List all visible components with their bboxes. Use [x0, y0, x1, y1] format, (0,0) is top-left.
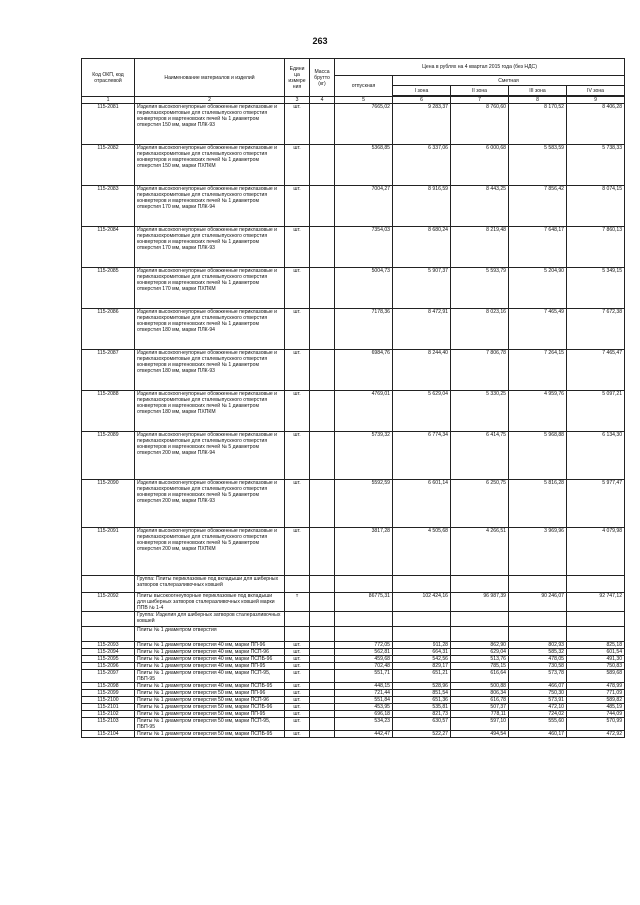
- cell-zone-3-price: 573,91: [509, 697, 567, 704]
- header-name: Наименование материалов и изделий: [135, 59, 285, 97]
- col-number: 5: [335, 97, 393, 104]
- cell-name: Изделия высокоогнеупорные обожженные периклазовые и периклазохромитовые для сталевыпускного отверстия конвертеров и мартеновских печей № 5 диаметром отверстия 200 мм, марки ПХПКМ: [135, 528, 285, 576]
- cell-name: Плиты № 1 диаметром отверстия 40 мм, марки ПСПБ-96: [135, 656, 285, 663]
- cell-zone-1-price: 6 601,14: [393, 480, 451, 528]
- cell-zone-4-price: 5 977,47: [567, 480, 625, 528]
- table-row: [82, 268, 625, 309]
- cell-zone-1-price: 9 283,37: [393, 104, 451, 145]
- table-row: [82, 104, 625, 145]
- cell-release-price: 459,68: [335, 656, 393, 663]
- table-row: [82, 697, 625, 704]
- empty-cell: [310, 612, 335, 627]
- cell-zone-4-price: 825,18: [567, 642, 625, 649]
- cell-unit: шт.: [285, 268, 310, 309]
- cell-zone-4-price: 8 406,28: [567, 104, 625, 145]
- col-number: 1: [82, 97, 135, 104]
- col-number: 2: [135, 97, 285, 104]
- cell-zone-2-price: 806,34: [451, 690, 509, 697]
- cell-name: Плиты № 1 диаметром отверстия 40 мм, марки ПСПБ-95: [135, 683, 285, 690]
- cell-zone-4-price: 744,09: [567, 711, 625, 718]
- cell-release-price: 7004,27: [335, 186, 393, 227]
- header-price-title: Цена в рублях на 4 квартал 2015 года (без НДС): [335, 59, 625, 76]
- cell-zone-2-price: 8 219,48: [451, 227, 509, 268]
- table-row: [82, 642, 625, 649]
- cell-zone-4-price: 7 465,47: [567, 350, 625, 391]
- cell-zone-4-price: 7 672,38: [567, 309, 625, 350]
- cell-mass: [310, 663, 335, 670]
- cell-unit: шт.: [285, 683, 310, 690]
- col-number: 3: [285, 97, 310, 104]
- cell-zone-2-price: 500,88: [451, 683, 509, 690]
- header-code: Код ОКП, код отраслевой: [82, 59, 135, 97]
- cell-zone-3-price: 724,02: [509, 711, 567, 718]
- cell-zone-3-price: 5 204,90: [509, 268, 567, 309]
- cell-release-price: 86775,31: [335, 593, 393, 612]
- cell-code: 115-2083: [82, 186, 135, 227]
- table-row: [82, 711, 625, 718]
- cell-code: 115-2101: [82, 704, 135, 711]
- cell-mass: [310, 704, 335, 711]
- cell-code: 115-2091: [82, 528, 135, 576]
- cell-unit: шт.: [285, 697, 310, 704]
- cell-release-price: 772,05: [335, 642, 393, 649]
- cell-unit: шт.: [285, 649, 310, 656]
- cell-name: Изделия высокоогнеупорные обожженные периклазовые и периклазохромитовые для сталевыпускного отверстия конвертеров и мартеновских печей № 5 диаметром отверстия 200 мм, марки ПЛК-93: [135, 480, 285, 528]
- cell-zone-4-price: 750,83: [567, 663, 625, 670]
- cell-name: Плиты № 1 диаметром отверстия 50 мм, марки ПСП-96: [135, 697, 285, 704]
- cell-name: Плиты № 1 диаметром отверстия 40 мм, марки ПП-95: [135, 663, 285, 670]
- cell-mass: [310, 718, 335, 731]
- table-row: [82, 309, 625, 350]
- empty-cell: [335, 612, 393, 627]
- cell-code: 115-2087: [82, 350, 135, 391]
- empty-cell: [509, 627, 567, 642]
- cell-zone-3-price: 472,10: [509, 704, 567, 711]
- cell-code: 115-2099: [82, 690, 135, 697]
- empty-cell: [285, 576, 310, 593]
- cell-zone-3-price: 7 856,42: [509, 186, 567, 227]
- cell-mass: [310, 391, 335, 432]
- empty-cell: [451, 576, 509, 593]
- cell-zone-4-price: 5 349,15: [567, 268, 625, 309]
- cell-release-price: 5739,32: [335, 432, 393, 480]
- cell-zone-2-price: 5 593,79: [451, 268, 509, 309]
- cell-zone-3-price: 585,32: [509, 649, 567, 656]
- cell-mass: [310, 711, 335, 718]
- cell-name: Изделия высокоогнеупорные обожженные периклазовые и периклазохромитовые для сталевыпускного отверстия конвертеров и мартеновских печей № 1 диаметром отверстия 150 мм, марки ПХПКМ: [135, 145, 285, 186]
- cell-release-price: 448,15: [335, 683, 393, 690]
- cell-code: 115-2102: [82, 711, 135, 718]
- cell-zone-1-price: 851,54: [393, 690, 451, 697]
- empty-cell: [567, 627, 625, 642]
- cell-code: 115-2081: [82, 104, 135, 145]
- header-estimated: Сметная: [393, 76, 625, 86]
- cell-release-price: 551,71: [335, 670, 393, 683]
- subgroup-row: [82, 627, 625, 642]
- cell-zone-3-price: 3 969,96: [509, 528, 567, 576]
- subgroup-row: [82, 612, 625, 627]
- cell-zone-4-price: 4 079,98: [567, 528, 625, 576]
- cell-zone-3-price: 4 959,76: [509, 391, 567, 432]
- cell-zone-1-price: 5 907,37: [393, 268, 451, 309]
- cell-unit: шт.: [285, 670, 310, 683]
- cell-zone-3-price: 802,93: [509, 642, 567, 649]
- cell-zone-2-price: 6 414,75: [451, 432, 509, 480]
- cell-zone-4-price: 478,99: [567, 683, 625, 690]
- cell-zone-3-price: 750,30: [509, 690, 567, 697]
- cell-mass: [310, 593, 335, 612]
- table-row: [82, 227, 625, 268]
- cell-zone-4-price: 92 747,12: [567, 593, 625, 612]
- cell-code: 115-2098: [82, 683, 135, 690]
- cell-zone-1-price: 4 505,68: [393, 528, 451, 576]
- cell-release-price: 702,48: [335, 663, 393, 670]
- col-number: 4: [310, 97, 335, 104]
- cell-mass: [310, 649, 335, 656]
- table-row: [82, 731, 625, 738]
- table-row: [82, 391, 625, 432]
- cell-name: Изделия высокоогнеупорные обожженные периклазовые и периклазохромитовые для сталевыпускного отверстия конвертеров и мартеновских печей № 1 диаметром отверстия 170 мм, марки ПЛК-93: [135, 227, 285, 268]
- header-zone-4: IV зона: [567, 86, 625, 96]
- col-number: 9: [567, 97, 625, 104]
- cell-zone-3-price: 7 264,15: [509, 350, 567, 391]
- group-title: Группа: Плиты периклазовые под вкладыши для шиберных затворов сталеразливочных ковшей: [135, 576, 285, 593]
- cell-name: Изделия высокоогнеупорные обожженные периклазовые и периклазохромитовые для сталевыпускного отверстия конвертеров и мартеновских печей № 1 диаметром отверстия 180 мм, марки ПЛК-93: [135, 350, 285, 391]
- header-zone-3: III зона: [509, 86, 567, 96]
- cell-code: [82, 576, 135, 593]
- cell-code: 115-2085: [82, 268, 135, 309]
- cell-release-price: 6984,76: [335, 350, 393, 391]
- cell-code: 115-2097: [82, 670, 135, 683]
- cell-mass: [310, 690, 335, 697]
- cell-zone-2-price: 778,11: [451, 711, 509, 718]
- cell-mass: [310, 528, 335, 576]
- cell-zone-2-price: 4 266,51: [451, 528, 509, 576]
- col-number: 7: [451, 97, 509, 104]
- cell-zone-2-price: 8 443,25: [451, 186, 509, 227]
- cell-release-price: 721,44: [335, 690, 393, 697]
- cell-zone-1-price: 651,36: [393, 697, 451, 704]
- cell-mass: [310, 432, 335, 480]
- table-row: [82, 528, 625, 576]
- empty-cell: [310, 576, 335, 593]
- empty-cell: [393, 576, 451, 593]
- empty-cell: [509, 576, 567, 593]
- header-zone-2: II зона: [451, 86, 509, 96]
- cell-zone-3-price: 5 968,88: [509, 432, 567, 480]
- cell-zone-4-price: 491,30: [567, 656, 625, 663]
- cell-release-price: 453,95: [335, 704, 393, 711]
- cell-zone-3-price: 460,17: [509, 731, 567, 738]
- cell-zone-3-price: 5 583,59: [509, 145, 567, 186]
- cell-mass: [310, 186, 335, 227]
- cell-zone-2-price: 616,78: [451, 697, 509, 704]
- cell-unit: шт.: [285, 656, 310, 663]
- cell-zone-3-price: 8 170,52: [509, 104, 567, 145]
- cell-mass: [310, 683, 335, 690]
- cell-zone-2-price: 8 023,16: [451, 309, 509, 350]
- price-table: [81, 58, 625, 738]
- table-row: [82, 350, 625, 391]
- cell-release-price: 562,81: [335, 649, 393, 656]
- cell-name: Изделия высокоогнеупорные обожженные периклазовые и периклазохромитовые для сталевыпускного отверстия конвертеров и мартеновских печей № 1 диаметром отверстия 170 мм, марки ПЛК-94: [135, 186, 285, 227]
- cell-release-price: 3817,28: [335, 528, 393, 576]
- cell-unit: шт.: [285, 731, 310, 738]
- table-row: [82, 670, 625, 683]
- cell-release-price: 7665,02: [335, 104, 393, 145]
- cell-name: Плиты № 1 диаметром отверстия 50 мм, марки ПСП-95, ПБП-95: [135, 718, 285, 731]
- header-zone-1: I зона: [393, 86, 451, 96]
- cell-zone-1-price: 542,56: [393, 656, 451, 663]
- group-row: [82, 576, 625, 593]
- cell-zone-4-price: 5 097,21: [567, 391, 625, 432]
- cell-zone-4-price: 771,09: [567, 690, 625, 697]
- col-number: 6: [393, 97, 451, 104]
- cell-unit: шт.: [285, 350, 310, 391]
- cell-zone-1-price: 821,73: [393, 711, 451, 718]
- cell-unit: шт.: [285, 718, 310, 731]
- cell-zone-3-price: 730,58: [509, 663, 567, 670]
- cell-mass: [310, 145, 335, 186]
- empty-cell: [310, 627, 335, 642]
- cell-mass: [310, 350, 335, 391]
- cell-unit: шт.: [285, 309, 310, 350]
- cell-zone-3-price: 7 465,49: [509, 309, 567, 350]
- table-row: [82, 663, 625, 670]
- cell-zone-4-price: 570,99: [567, 718, 625, 731]
- cell-zone-1-price: 102 424,16: [393, 593, 451, 612]
- cell-zone-3-price: 466,07: [509, 683, 567, 690]
- table-row: [82, 432, 625, 480]
- cell-zone-1-price: 6 337,06: [393, 145, 451, 186]
- cell-zone-2-price: 96 987,39: [451, 593, 509, 612]
- empty-cell: [335, 576, 393, 593]
- cell-zone-2-price: 862,90: [451, 642, 509, 649]
- cell-code: 115-2088: [82, 391, 135, 432]
- empty-cell: [509, 612, 567, 627]
- empty-cell: [451, 627, 509, 642]
- empty-cell: [451, 612, 509, 627]
- cell-code: 115-2104: [82, 731, 135, 738]
- cell-zone-2-price: 8 760,60: [451, 104, 509, 145]
- cell-zone-1-price: 911,28: [393, 642, 451, 649]
- table-row: [82, 145, 625, 186]
- cell-release-price: 7178,36: [335, 309, 393, 350]
- cell-zone-3-price: 555,60: [509, 718, 567, 731]
- cell-zone-4-price: 5 738,33: [567, 145, 625, 186]
- col-number: 8: [509, 97, 567, 104]
- cell-release-price: 534,23: [335, 718, 393, 731]
- cell-zone-2-price: 629,04: [451, 649, 509, 656]
- cell-zone-1-price: 522,27: [393, 731, 451, 738]
- cell-code: [82, 612, 135, 627]
- cell-unit: шт.: [285, 642, 310, 649]
- cell-zone-2-price: 616,64: [451, 670, 509, 683]
- cell-zone-3-price: 90 246,07: [509, 593, 567, 612]
- cell-code: 115-2086: [82, 309, 135, 350]
- cell-mass: [310, 268, 335, 309]
- cell-unit: шт.: [285, 690, 310, 697]
- cell-zone-4-price: 8 074,15: [567, 186, 625, 227]
- cell-name: Плиты № 1 диаметром отверстия 40 мм, марки ПП-96: [135, 642, 285, 649]
- cell-zone-3-price: 7 648,17: [509, 227, 567, 268]
- cell-zone-4-price: 7 860,13: [567, 227, 625, 268]
- cell-name: Изделия высокоогнеупорные обожженные периклазовые и периклазохромитовые для сталевыпускного отверстия конвертеров и мартеновских печей № 5 диаметром отверстия 200 мм, марки ПЛК-94: [135, 432, 285, 480]
- cell-unit: шт.: [285, 432, 310, 480]
- table-row: [82, 718, 625, 731]
- cell-zone-2-price: 785,15: [451, 663, 509, 670]
- empty-cell: [285, 627, 310, 642]
- empty-cell: [393, 627, 451, 642]
- cell-zone-1-price: 8 472,91: [393, 309, 451, 350]
- cell-zone-4-price: 601,54: [567, 649, 625, 656]
- cell-code: 115-2096: [82, 663, 135, 670]
- cell-code: [82, 627, 135, 642]
- cell-name: Плиты № 1 диаметром отверстия 40 мм, марки ПСП-96: [135, 649, 285, 656]
- cell-name: Изделия высокоогнеупорные обожженные периклазовые и периклазохромитовые для сталевыпускного отверстия конвертеров и мартеновских печей № 1 диаметром отверстия 180 мм, марки ПЛК-94: [135, 309, 285, 350]
- cell-zone-2-price: 7 806,78: [451, 350, 509, 391]
- cell-unit: шт.: [285, 704, 310, 711]
- cell-zone-3-price: 478,05: [509, 656, 567, 663]
- cell-zone-1-price: 8 244,40: [393, 350, 451, 391]
- cell-mass: [310, 670, 335, 683]
- cell-mass: [310, 697, 335, 704]
- cell-zone-1-price: 8 916,59: [393, 186, 451, 227]
- cell-release-price: 4769,01: [335, 391, 393, 432]
- cell-zone-2-price: 494,54: [451, 731, 509, 738]
- cell-release-price: 696,18: [335, 711, 393, 718]
- group-title: Группа: Изделия для шиберных затворов сталеразливочных ковшей: [135, 612, 285, 627]
- cell-name: Плиты № 1 диаметром отверстия 50 мм, марки ПСПБ-96: [135, 704, 285, 711]
- empty-cell: [335, 627, 393, 642]
- cell-zone-2-price: 6 000,68: [451, 145, 509, 186]
- cell-zone-1-price: 8 680,24: [393, 227, 451, 268]
- cell-zone-2-price: 507,37: [451, 704, 509, 711]
- cell-mass: [310, 309, 335, 350]
- cell-zone-2-price: 5 330,25: [451, 391, 509, 432]
- cell-zone-1-price: 829,17: [393, 663, 451, 670]
- cell-release-price: 551,84: [335, 697, 393, 704]
- cell-unit: т: [285, 593, 310, 612]
- group-title: Плиты № 1 диаметром отверстия: [135, 627, 285, 642]
- cell-unit: шт.: [285, 227, 310, 268]
- cell-code: 115-2103: [82, 718, 135, 731]
- header-mass: Масса брутто (кг): [310, 59, 335, 97]
- cell-code: 115-2095: [82, 656, 135, 663]
- table-body: [82, 104, 625, 738]
- table-row: [82, 656, 625, 663]
- cell-zone-4-price: 472,92: [567, 731, 625, 738]
- cell-zone-4-price: 485,19: [567, 704, 625, 711]
- cell-unit: шт.: [285, 145, 310, 186]
- page-number: 263: [312, 36, 328, 46]
- empty-cell: [393, 612, 451, 627]
- cell-zone-2-price: 597,10: [451, 718, 509, 731]
- cell-release-price: 5592,59: [335, 480, 393, 528]
- cell-unit: шт.: [285, 663, 310, 670]
- cell-zone-1-price: 6 774,34: [393, 432, 451, 480]
- cell-unit: шт.: [285, 711, 310, 718]
- cell-name: Плиты № 1 диаметром отверстия 40 мм, марки ПСП-95, ПБП-95: [135, 670, 285, 683]
- cell-name: Изделия высокоогнеупорные обожженные периклазовые и периклазохромитовые для сталевыпускного отверстия конвертеров и мартеновских печей № 1 диаметром отверстия 150 мм, марки ПЛК-93: [135, 104, 285, 145]
- empty-cell: [567, 612, 625, 627]
- cell-zone-2-price: 6 250,75: [451, 480, 509, 528]
- cell-mass: [310, 480, 335, 528]
- cell-zone-3-price: 573,78: [509, 670, 567, 683]
- header-unit: Едини ца измере ния: [285, 59, 310, 97]
- cell-zone-4-price: 589,82: [567, 697, 625, 704]
- table-row: [82, 690, 625, 697]
- cell-zone-1-price: 664,31: [393, 649, 451, 656]
- header-release: отпускная: [335, 76, 393, 97]
- cell-code: 115-2100: [82, 697, 135, 704]
- cell-unit: шт.: [285, 104, 310, 145]
- table-row: [82, 649, 625, 656]
- cell-code: 115-2082: [82, 145, 135, 186]
- cell-zone-4-price: 6 134,30: [567, 432, 625, 480]
- table-row: [82, 593, 625, 612]
- cell-mass: [310, 642, 335, 649]
- cell-release-price: 5368,85: [335, 145, 393, 186]
- cell-release-price: 5004,73: [335, 268, 393, 309]
- cell-zone-1-price: 535,81: [393, 704, 451, 711]
- table-row: [82, 186, 625, 227]
- cell-mass: [310, 227, 335, 268]
- cell-code: 115-2084: [82, 227, 135, 268]
- cell-code: 115-2089: [82, 432, 135, 480]
- cell-name: Плиты № 1 диаметром отверстия 50 мм, марки ПП-95: [135, 711, 285, 718]
- cell-unit: шт.: [285, 480, 310, 528]
- cell-zone-1-price: 630,57: [393, 718, 451, 731]
- cell-zone-2-price: 513,76: [451, 656, 509, 663]
- cell-code: 115-2093: [82, 642, 135, 649]
- table-row: [82, 683, 625, 690]
- cell-unit: шт.: [285, 186, 310, 227]
- cell-code: 115-2092: [82, 593, 135, 612]
- cell-unit: шт.: [285, 391, 310, 432]
- cell-name: Изделия высокоогнеупорные обожженные периклазовые и периклазохромитовые для сталевыпускного отверстия конвертеров и мартеновских печей № 1 диаметром отверстия 170 мм, марки ПХПКМ: [135, 268, 285, 309]
- cell-name: Изделия высокоогнеупорные обожженные периклазовые и периклазохромитовые для сталевыпускного отверстия конвертеров и мартеновских печей № 1 диаметром отверстия 180 мм, марки ПХПКМ: [135, 391, 285, 432]
- empty-cell: [567, 576, 625, 593]
- cell-name: Плиты № 1 диаметром отверстия 50 мм, марки ПСПБ-95: [135, 731, 285, 738]
- cell-zone-3-price: 5 816,28: [509, 480, 567, 528]
- cell-name: Плиты высокоогнеупорные периклазовые под вкладыши для шиберных затворов сталеразливочных ковшей марки ППВ № 1-4: [135, 593, 285, 612]
- cell-mass: [310, 104, 335, 145]
- cell-mass: [310, 656, 335, 663]
- cell-code: 115-2090: [82, 480, 135, 528]
- cell-zone-1-price: 651,21: [393, 670, 451, 683]
- cell-release-price: 442,47: [335, 731, 393, 738]
- cell-zone-4-price: 589,68: [567, 670, 625, 683]
- cell-release-price: 7354,03: [335, 227, 393, 268]
- table-row: [82, 480, 625, 528]
- empty-cell: [285, 612, 310, 627]
- table-row: [82, 704, 625, 711]
- cell-name: Плиты № 1 диаметром отверстия 50 мм, марки ПП-96: [135, 690, 285, 697]
- cell-unit: шт.: [285, 528, 310, 576]
- cell-zone-1-price: 5 629,04: [393, 391, 451, 432]
- cell-code: 115-2094: [82, 649, 135, 656]
- cell-mass: [310, 731, 335, 738]
- cell-zone-1-price: 528,96: [393, 683, 451, 690]
